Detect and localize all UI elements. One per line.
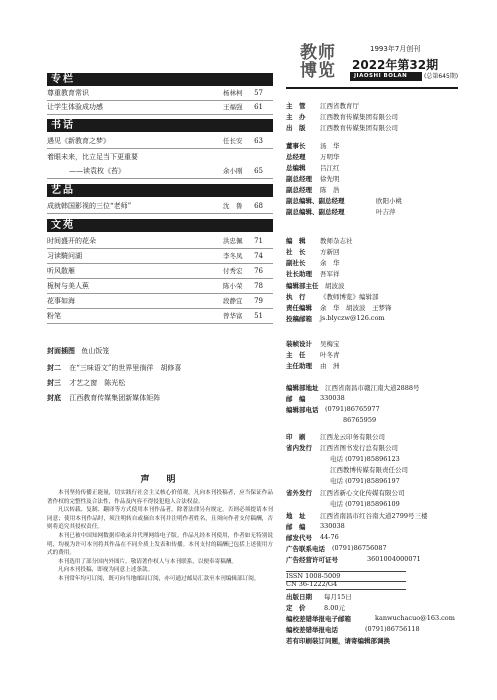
- imprint-label: 编辑部电话: [286, 406, 319, 414]
- imprint-value: 330038: [320, 394, 345, 402]
- imprint-value: 江西教育传媒集团有限公司: [320, 113, 398, 121]
- toc-title: 时间盛开的花朵: [47, 237, 96, 245]
- toc-row[interactable]: [47, 294, 273, 309]
- toc-author: 沈 鲁: [223, 202, 243, 210]
- imprint-label: 主任助理: [286, 362, 312, 370]
- cover-text: 才艺之窗 陈光松: [69, 379, 126, 387]
- imprint-value: 江西省教育厅: [320, 102, 359, 110]
- cn-box: [286, 580, 406, 590]
- imprint-label: 邮发代号: [286, 534, 312, 542]
- imprint-value: 吴梅宝: [320, 340, 340, 348]
- toc-title: 成就韩国影视的三位“老师”: [47, 202, 132, 210]
- toc-author: 余小刚: [223, 167, 243, 175]
- toc-row[interactable]: [47, 164, 273, 179]
- cn-number: CN 36-1222/G4: [286, 580, 338, 588]
- declaration-paragraph: 凡向本刊投稿，即视为同意上述条款。: [58, 567, 154, 574]
- declaration-body: [47, 489, 273, 584]
- complaint-phone-label: 编校差错举报电话: [286, 626, 338, 634]
- imprint-label: 副总编辑、副总经理: [286, 208, 345, 216]
- toc-subtitle: ——读袁枚《苔》: [69, 167, 125, 175]
- toc-page: 57: [254, 89, 263, 97]
- imprint-label: 总经理: [286, 153, 306, 161]
- cover-text: 江西教育传媒集团新媒体矩阵: [69, 394, 161, 402]
- imprint-value: 徐先明: [320, 175, 340, 183]
- toc-title: 遇见《新教育之梦》: [47, 137, 110, 145]
- print-notice: 若有印刷装订问题，请寄编辑部调换: [286, 637, 390, 645]
- cover-credit: [47, 378, 125, 388]
- imprint-label: 地 址: [286, 512, 306, 520]
- cover-text: 鱼山饭笼: [81, 347, 110, 355]
- toc-page: 68: [254, 202, 263, 210]
- toc-title: 粉笔: [47, 312, 61, 320]
- imprint-value: 万明华: [320, 153, 340, 161]
- imprint-label: 执 行: [286, 293, 306, 301]
- declaration-paragraph: 本刊常年均可订阅，既可向当地邮局订阅，亦可通过邮局汇款至本刊编辑部订阅。: [58, 575, 260, 582]
- imprint-value: 《教师博览》编辑部: [320, 293, 379, 301]
- imprint-value: 叶吉萍: [376, 208, 396, 216]
- total-issue: (总第645期): [424, 73, 459, 80]
- declaration-paragraph: 凡以转载、复制、翻译等方式使用本刊作品者，除著法律另有规定，否则必须提请本刊同意；使用本刊作品时，须注明转自或摘自本刊并注明作者姓名，且须向作者支付稿酬，否则将追究其侵权责任。: [47, 507, 273, 531]
- toc-title: 习读騎问湖: [47, 252, 82, 260]
- imprint-value: 江西省新心文化传媒有限公司: [320, 489, 405, 497]
- toc-row[interactable]: [47, 100, 273, 115]
- toc-title: 栀树与美人蕉: [47, 282, 89, 290]
- complaint-email-label: 编校差错举报电子邮箱: [286, 615, 351, 623]
- toc-page: 61: [254, 103, 263, 111]
- masthead-rule: [286, 87, 458, 89]
- imprint-value: 江西教育传媒集团有限公司: [320, 124, 398, 132]
- toc-title: 尊重教育常识: [47, 89, 89, 97]
- toc-page: 65: [254, 167, 263, 175]
- cover-credit: [47, 363, 181, 373]
- imprint-label: 编辑部地址: [286, 384, 319, 392]
- imprint-label: 印 刷: [286, 433, 306, 441]
- toc-title: 花事如海: [47, 297, 75, 305]
- cover-label: 封底: [47, 394, 61, 402]
- imprint-label: 副社长: [286, 259, 306, 267]
- toc-row[interactable]: [47, 150, 273, 164]
- cover-label: 封面插图: [47, 347, 75, 355]
- imprint-value: (0791)86756087: [332, 544, 387, 552]
- toc-row[interactable]: [47, 249, 273, 264]
- imprint-value: 江西教博传媒有限责任公司: [330, 466, 408, 474]
- imprint-value: 电话 (0791)85896109: [330, 500, 400, 508]
- imprint-label: 广告联系电话: [286, 545, 325, 553]
- toc-page: 63: [254, 137, 263, 145]
- toc-author: 陈小荣: [223, 282, 243, 290]
- complaint-phone-value: (0791)86756118: [365, 625, 420, 633]
- imprint-label: 主 管: [286, 102, 306, 110]
- imprint-label: 主 任: [286, 351, 306, 359]
- imprint-value: 胡波波: [325, 282, 345, 290]
- toc-page: 78: [254, 282, 263, 290]
- toc-page: 51: [254, 312, 263, 320]
- imprint-value: 吕江红: [320, 164, 340, 172]
- imprint-value: 江西省南昌市赣江南大道2888号: [325, 384, 420, 392]
- imprint-label: 省内发行: [286, 444, 312, 452]
- imprint-value: 电话 (0791)85896197: [330, 477, 400, 485]
- toc-page: 79: [254, 297, 263, 305]
- imprint-value: 吾军祥: [320, 270, 340, 278]
- section-header-zhuanlan: 专栏: [47, 73, 273, 86]
- toc-row[interactable]: [47, 279, 273, 294]
- issue-number: 2022年第32期: [352, 58, 439, 72]
- declaration-paragraph: 本刊选用了部分国内外图片，敬请著作权人与本刊联系，以便奉寄稿酬。: [58, 558, 238, 565]
- imprint-value: 江西省南昌市红谷南大道2799号三楼: [320, 512, 428, 520]
- declaration-paragraph: 本刊坚持传播正能量，切实践行社会主义核心价值观。凡向本刊投稿者，应当保证作品著作权的完整性及合法性，作品及内容不得侵犯他人合法权益。: [47, 490, 273, 505]
- imprint-label: 副总经理: [286, 175, 312, 183]
- cover-label: 封三: [47, 379, 61, 387]
- toc-page: 71: [254, 237, 263, 245]
- section-header-yipin: 艺品: [47, 184, 273, 197]
- imprint-label: 社长助理: [286, 270, 312, 278]
- cover-credit: [47, 346, 109, 356]
- imprint-value: 叶冬青: [320, 351, 340, 359]
- section-header-shuhua: 书话: [47, 119, 273, 132]
- imprint-value: (0791)86765977: [325, 405, 380, 413]
- toc-author: 段静宜: [223, 297, 243, 305]
- toc-page: 74: [254, 252, 263, 260]
- founded-date: 1993年7月创刊: [370, 45, 421, 53]
- imprint-value: 汤 华: [320, 142, 340, 150]
- imprint-label: 董事长: [286, 142, 306, 150]
- toc-author: 李冬凤: [223, 252, 243, 260]
- imprint-label: 出 版: [286, 124, 306, 132]
- cover-credit: [47, 393, 160, 403]
- imprint-value: 教师杂志社: [320, 237, 353, 245]
- imprint-value: 余 华: [320, 259, 340, 267]
- imprint-label: 省外发行: [286, 489, 312, 497]
- pinyin-bar: [350, 72, 422, 81]
- toc-row[interactable]: [47, 134, 273, 149]
- imprint-value: 陈 浩: [320, 186, 340, 194]
- imprint-value: 欧阳小桃: [376, 197, 402, 205]
- imprint-label: 副总经理: [286, 186, 312, 194]
- imprint-value: 86765959: [343, 416, 377, 424]
- toc-author: 付秀宏: [223, 267, 243, 275]
- toc-page: 76: [254, 267, 263, 275]
- imprint-value: 江西龙云印务有限公司: [320, 433, 385, 441]
- pinyin-title: JIAOSHI BOLAN: [354, 73, 408, 79]
- imprint-value: 44-76: [320, 533, 339, 541]
- imprint-label: 编辑部主任: [286, 282, 319, 290]
- magazine-logo: [300, 44, 348, 84]
- imprint-label: 社 长: [286, 248, 306, 256]
- cover-label: 封二: [47, 364, 61, 372]
- toc-row[interactable]: [47, 86, 273, 101]
- imprint-label: 投稿邮箱: [286, 315, 312, 323]
- toc-row[interactable]: [47, 199, 273, 214]
- price-label: 定 价: [286, 604, 306, 612]
- price-value: 8.00元: [324, 604, 345, 612]
- declaration-paragraph: 本刊已被中国知网数据库收录并代理网络电子版。作品凡经本刊使用，作者如无特别说明，均视为许可本刊将其作品在不同介质上发表和传播。本刊支付的稿酬已包括上述使用方式的费用。: [47, 532, 273, 557]
- imprint-value: 余 华 胡波波 王梦锋: [320, 304, 392, 312]
- toc-author: 洪忠佩: [223, 237, 243, 245]
- imprint-value: 江西省图书发行总有限公司: [320, 444, 398, 452]
- imprint-value: 电话 (0791)85896123: [330, 455, 400, 463]
- toc-author: 任长安: [223, 137, 243, 145]
- toc-row[interactable]: [47, 309, 273, 324]
- toc-author: 曾华富: [223, 312, 243, 320]
- imprint-label: 装帧设计: [286, 340, 312, 348]
- imprint-label: 副总编辑、副总经理: [286, 197, 345, 205]
- toc-row[interactable]: [47, 264, 273, 279]
- magazine-title: 教师博览: [300, 43, 336, 81]
- issn: ISSN 1008-5009: [286, 572, 341, 580]
- toc-author: 杨林柯: [223, 89, 243, 97]
- toc-row[interactable]: [47, 234, 273, 249]
- imprint-value: 由 洲: [320, 362, 340, 370]
- imprint-label: 邮 编: [286, 395, 306, 403]
- imprint-value: 330038: [320, 522, 345, 530]
- complaint-email-value[interactable]: kanwuchacuo@163.com: [375, 614, 455, 622]
- toc-author: 王福强: [223, 103, 243, 111]
- imprint-label: 邮 编: [286, 523, 306, 531]
- imprint-label: 广告经营许可证号: [286, 556, 338, 564]
- toc-title: 听风散雁: [47, 267, 75, 275]
- cover-text: 在“三味语文”的世界里徜徉 胡修喜: [69, 364, 182, 372]
- imprint-label: 总编辑: [286, 164, 306, 172]
- imprint-value: 3601004000071: [367, 555, 421, 563]
- imprint-label: 编 辑: [286, 237, 306, 245]
- imprint-label: 责任编辑: [286, 304, 312, 312]
- pubdate-value: 每月15日: [324, 593, 352, 601]
- declaration-title: 声 明: [140, 475, 180, 485]
- pubdate-label: 出版日期: [286, 593, 312, 601]
- imprint-value: 方新回: [320, 248, 340, 256]
- imprint-value: js.blyczw@126.com: [320, 314, 385, 322]
- section-header-wenyuan: 文苑: [47, 219, 273, 232]
- toc-title: 着眼未来，比立足当下更重要: [47, 153, 138, 161]
- toc-title: 让学生体验成功感: [47, 103, 103, 111]
- imprint-label: 主 办: [286, 113, 306, 121]
